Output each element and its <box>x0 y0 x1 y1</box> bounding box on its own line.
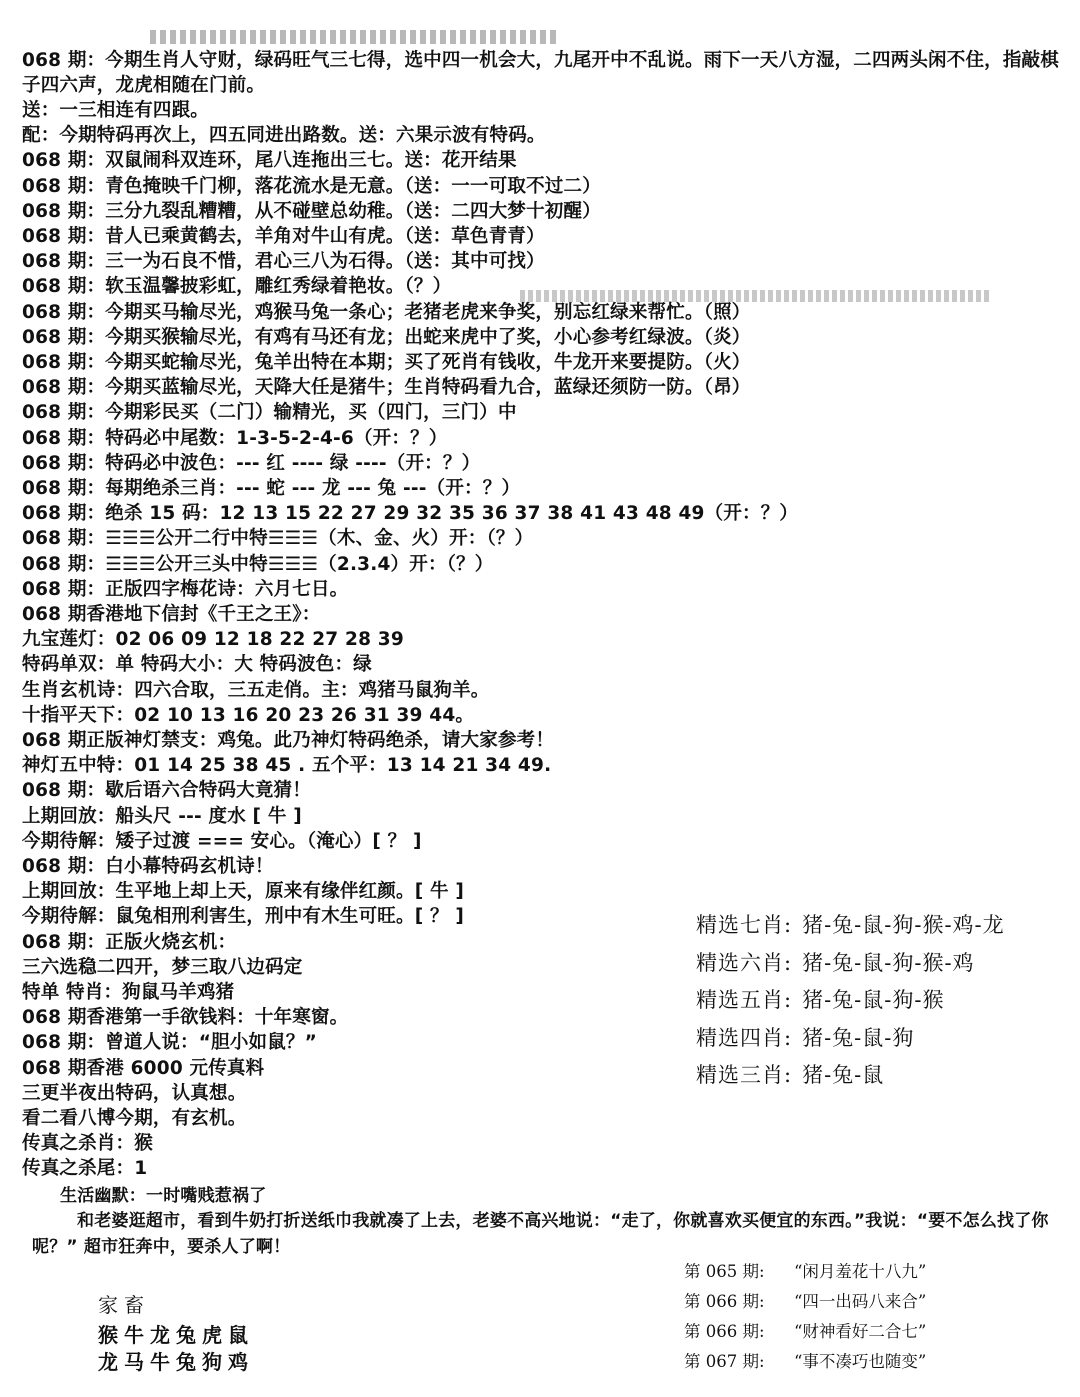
livestock-row-1: 猴牛龙兔虎鼠 <box>98 1323 254 1347</box>
prediction-line: 三六选稳二四开，梦三取八边码定 <box>22 956 303 978</box>
joke-title: 生活幽默：一时嘴贱惹祸了 <box>60 1186 267 1206</box>
prediction-line: 068 期：绝杀 15 码：12 13 15 22 27 29 32 35 36 37 38 41 43 48 49（开：？） <box>22 503 799 525</box>
prediction-line: 068 期：歇后语六合特码大竟猜！ <box>22 780 311 802</box>
prediction-line: 九宝莲灯：02 06 09 12 18 22 27 28 39 <box>22 629 404 651</box>
prediction-line: 今期待解：矮子过渡 === 安心。（淹心）[ ？ ] <box>22 830 422 852</box>
prediction-line: 068 期正版神灯禁支：鸡兔。此乃神灯特码绝杀，请大家参考！ <box>22 730 555 751</box>
prediction-line: 上期回放：生平地上却上天，原来有缘伴红颜。[ 牛 ] <box>22 881 464 903</box>
prediction-line: 看二看八博今期，有玄机。 <box>22 1108 247 1129</box>
livestock-row-2: 龙马牛兔狗鸡 <box>98 1350 254 1374</box>
prediction-line: 传真之杀尾：1 <box>22 1158 148 1180</box>
prediction-line: 上期回放：船头尺 --- 度水 [ 牛 ] <box>22 805 302 827</box>
prediction-line: 068 期：今期彩民买（二门）输精光，买（四门，三门）中 <box>22 402 517 424</box>
prediction-line: 神灯五中特：01 14 25 38 45 . 五个平：13 14 21 34 49. <box>22 755 552 777</box>
history-issue: 第 067 期: <box>684 1352 765 1371</box>
pick-label: 精选六肖: <box>696 950 793 975</box>
history-row <box>684 1290 926 1314</box>
pick-label: 精选四肖: <box>696 1025 793 1050</box>
livestock-title: 家畜 <box>98 1293 150 1317</box>
prediction-line: 068 期：每期绝杀三肖：--- 蛇 --- 龙 --- 兔 ---（开：？） <box>22 478 521 499</box>
pick-value: 猪-兔-鼠-狗-猴-鸡-龙 <box>802 913 1005 937</box>
history-text: “闲月羞花十八九” <box>794 1262 927 1281</box>
prediction-line: 068 期：☰☰☰公开三头中特☰☰☰（2.3.4）开：（？） <box>22 553 494 575</box>
prediction-line: 今期待解：鼠兔相刑利害生，刑中有木生可旺。[ ？ ] <box>22 906 464 928</box>
prediction-line: 068 期：软玉温馨披彩虹，雕红秀绿着艳妆。（？） <box>22 276 452 298</box>
pick-row <box>696 1023 914 1053</box>
prediction-line: 传真之杀肖：猴 <box>22 1133 153 1155</box>
pick-row <box>696 1060 884 1090</box>
history-issue: 第 066 期: <box>684 1292 765 1311</box>
prediction-line: 068 期：三分九裂乱糟糟，从不碰壁总幼稚。（送：二四大梦十初醒） <box>22 200 601 222</box>
prediction-line: 送：一三相连有四跟。 <box>22 100 210 121</box>
prediction-line: 068 期香港第一手欲钱料：十年寒窗。 <box>22 1007 349 1029</box>
prediction-line: 十指平天下：02 10 13 16 20 23 26 31 39 44。 <box>22 704 475 726</box>
prediction-line: 068 期：特码必中波色：--- 红 ---- 绿 ----（开：？） <box>22 452 481 474</box>
prediction-line: 068 期香港 6000 元传真料 <box>22 1057 265 1079</box>
pick-row <box>696 910 1005 940</box>
prediction-line: 068 期：曾道人说：“胆小如鼠？” <box>22 1032 317 1054</box>
prediction-line: 068 期：三一为石良不惜，君心三八为石得。（送：其中可找） <box>22 251 545 273</box>
prediction-line: 068 期：今期买马输尽光，鸡猴马兔一条心；老猪老虎来争奖，别忘红绿来帮忙。（照） <box>22 301 751 323</box>
prediction-line: 068 期：正版火烧玄机： <box>22 931 237 953</box>
pick-label: 精选七肖: <box>696 913 793 937</box>
history-issue: 第 065 期: <box>684 1262 765 1281</box>
prediction-line: 三更半夜出特码，认真想。 <box>22 1082 247 1104</box>
prediction-line: 068 期：正版四字梅花诗：六月七日。 <box>22 578 349 600</box>
prediction-line: 068 期：☰☰☰公开二行中特☰☰☰（木、金、火）开：（？） <box>22 528 534 550</box>
pick-label: 精选三肖: <box>696 1063 793 1087</box>
history-text: “财神看好二合七” <box>794 1322 927 1341</box>
history-issue: 第 066 期: <box>684 1322 765 1341</box>
history-row <box>684 1320 926 1344</box>
pick-value: 猪-兔-鼠-狗-猴 <box>802 988 945 1012</box>
scan-artifact-top <box>150 30 560 44</box>
prediction-line: 068 期：特码必中尾数：1-3-5-2-4-6（开：？） <box>22 427 448 449</box>
prediction-line: 068 期：今期买猴输尽光，有鸡有马还有龙；出蛇来虎中了奖，小心参考红绿波。（炎） <box>22 326 751 348</box>
pick-value: 猪-兔-鼠 <box>802 1063 885 1087</box>
pick-value: 猪-兔-鼠-狗 <box>802 1025 915 1050</box>
history-row <box>684 1350 926 1374</box>
pick-row <box>696 985 944 1015</box>
prediction-line: 068 期：双鼠闹科双连环，尾八连拖出三七。送：花开结果 <box>22 150 517 172</box>
prediction-line: 068 期香港地下信封《千王之王》： <box>22 604 321 625</box>
prediction-line: 配：今期特码再次上，四五同进出路数。送：六果示波有特码。 <box>22 125 546 147</box>
prediction-line: 068 期：白小幕特码玄机诗！ <box>22 856 274 877</box>
joke-body: 和老婆逛超市，看到牛奶打折送纸巾我就凑了上去，老婆不高兴地说：“走了，你就喜欢买便宜的东西。”我说：“要不怎么找了你呢？” 超市狂奔中，要杀人了啊！ <box>32 1211 1049 1257</box>
prediction-line: 068 期：青色掩映千门柳，落花流水是无意。（送：一一可取不过二） <box>22 175 601 197</box>
prediction-line: 068 期：今期买蛇输尽光，兔羊出特在本期；买了死肖有钱收，牛龙开来要提防。（火） <box>22 352 751 373</box>
prediction-line: 068 期：昔人已乘黄鹤去，羊角对牛山有虎。（送：草色青青） <box>22 226 545 247</box>
prediction-line: 068 期：今期生肖人守财，绿码旺气三七得，选中四一机会大，九尾开中不乱说。雨下一天八方湿，二四两头闲不住，指敲棋子四六声，龙虎相随在门前。 <box>22 50 1059 96</box>
history-text: “事不凑巧也随变” <box>794 1352 927 1371</box>
prediction-line: 特单 特肖：狗鼠马羊鸡猪 <box>22 982 235 1003</box>
history-text: “四一出码八来合” <box>794 1292 927 1311</box>
history-row <box>684 1260 926 1284</box>
prediction-line: 068 期：今期买蓝输尽光，天降大任是猪牛；生肖特码看九合，蓝绿还须防一防。（昂） <box>22 377 751 399</box>
pick-row <box>696 948 975 978</box>
prediction-line: 特码单双：单 特码大小：大 特码波色：绿 <box>22 654 372 676</box>
pick-label: 精选五肖: <box>696 988 793 1012</box>
prediction-line: 生肖玄机诗：四六合取，三五走俏。主：鸡猪马鼠狗羊。 <box>22 679 490 701</box>
pick-value: 猪-兔-鼠-狗-猴-鸡 <box>802 950 975 975</box>
